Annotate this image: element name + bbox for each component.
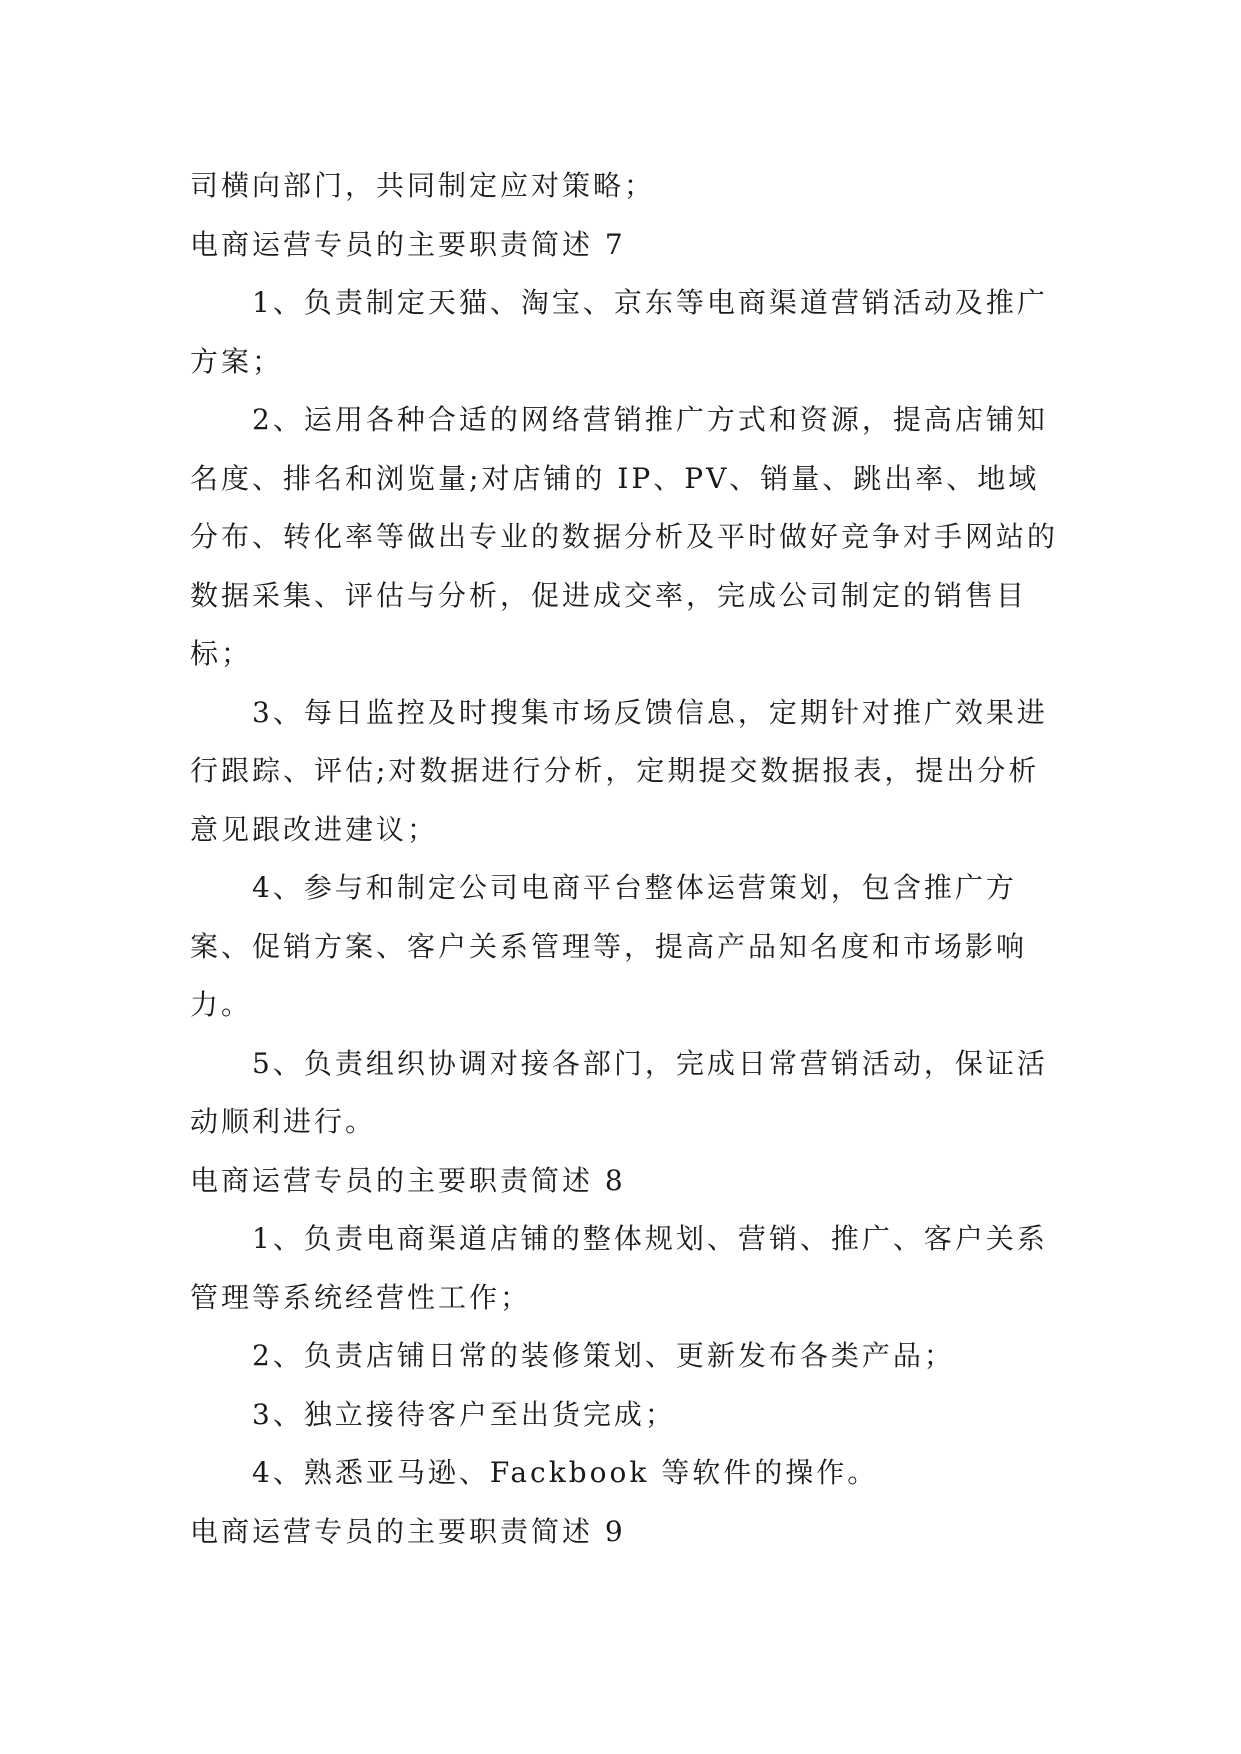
duty-item-8-1: 1、负责电商渠道店铺的整体规划、营销、推广、客户关系管理等系统经营性工作； [190,1222,1048,1314]
duty-item-7-3: 3、每日监控及时搜集市场反馈信息，定期针对推广效果进行跟踪、评估;对数据进行分析，定期提交数据报表，提出分析意见跟改进建议； [190,695,1048,846]
document-body [190,157,1070,1561]
paragraph-continuation: 司横向部门，共同制定应对策略； [190,169,656,202]
duty-item-7-2: 2、运用各种合适的网络营销推广方式和资源，提高店铺知名度、排名和浏览量;对店铺的 IP、PV、销量、跳出率、地域分布、转化率等做出专业的数据分析及平时做好竞争对手网站的数据采集、评估与分析，促进成交率，完成公司制定的销售目标； [190,403,1059,670]
duty-item-8-3: 3、独立接待客户至出货完成； [252,1397,676,1431]
section-heading-8: 电商运营专员的主要职责简述 8 [190,1163,626,1197]
duty-item-7-5: 5、负责组织协调对接各部门，完成日常营销活动，保证活动顺利进行。 [190,1046,1048,1138]
duty-item-7-1: 1、负责制定天猫、淘宝、京东等电商渠道营销活动及推广方案； [190,286,1048,378]
duty-item-8-2: 2、负责店铺日常的装修策划、更新发布各类产品； [252,1339,955,1372]
section-heading-7: 电商运营专员的主要职责简述 7 [190,227,626,261]
duty-item-8-4: 4、熟悉亚马逊、Fackbook 等软件的操作。 [252,1456,879,1489]
duty-item-7-4: 4、参与和制定公司电商平台整体运营策划，包含推广方案、促销方案、客户关系管理等，提高产品知名度和市场影响力。 [190,871,1028,1021]
section-heading-9: 电商运营专员的主要职责简述 9 [190,1514,626,1548]
